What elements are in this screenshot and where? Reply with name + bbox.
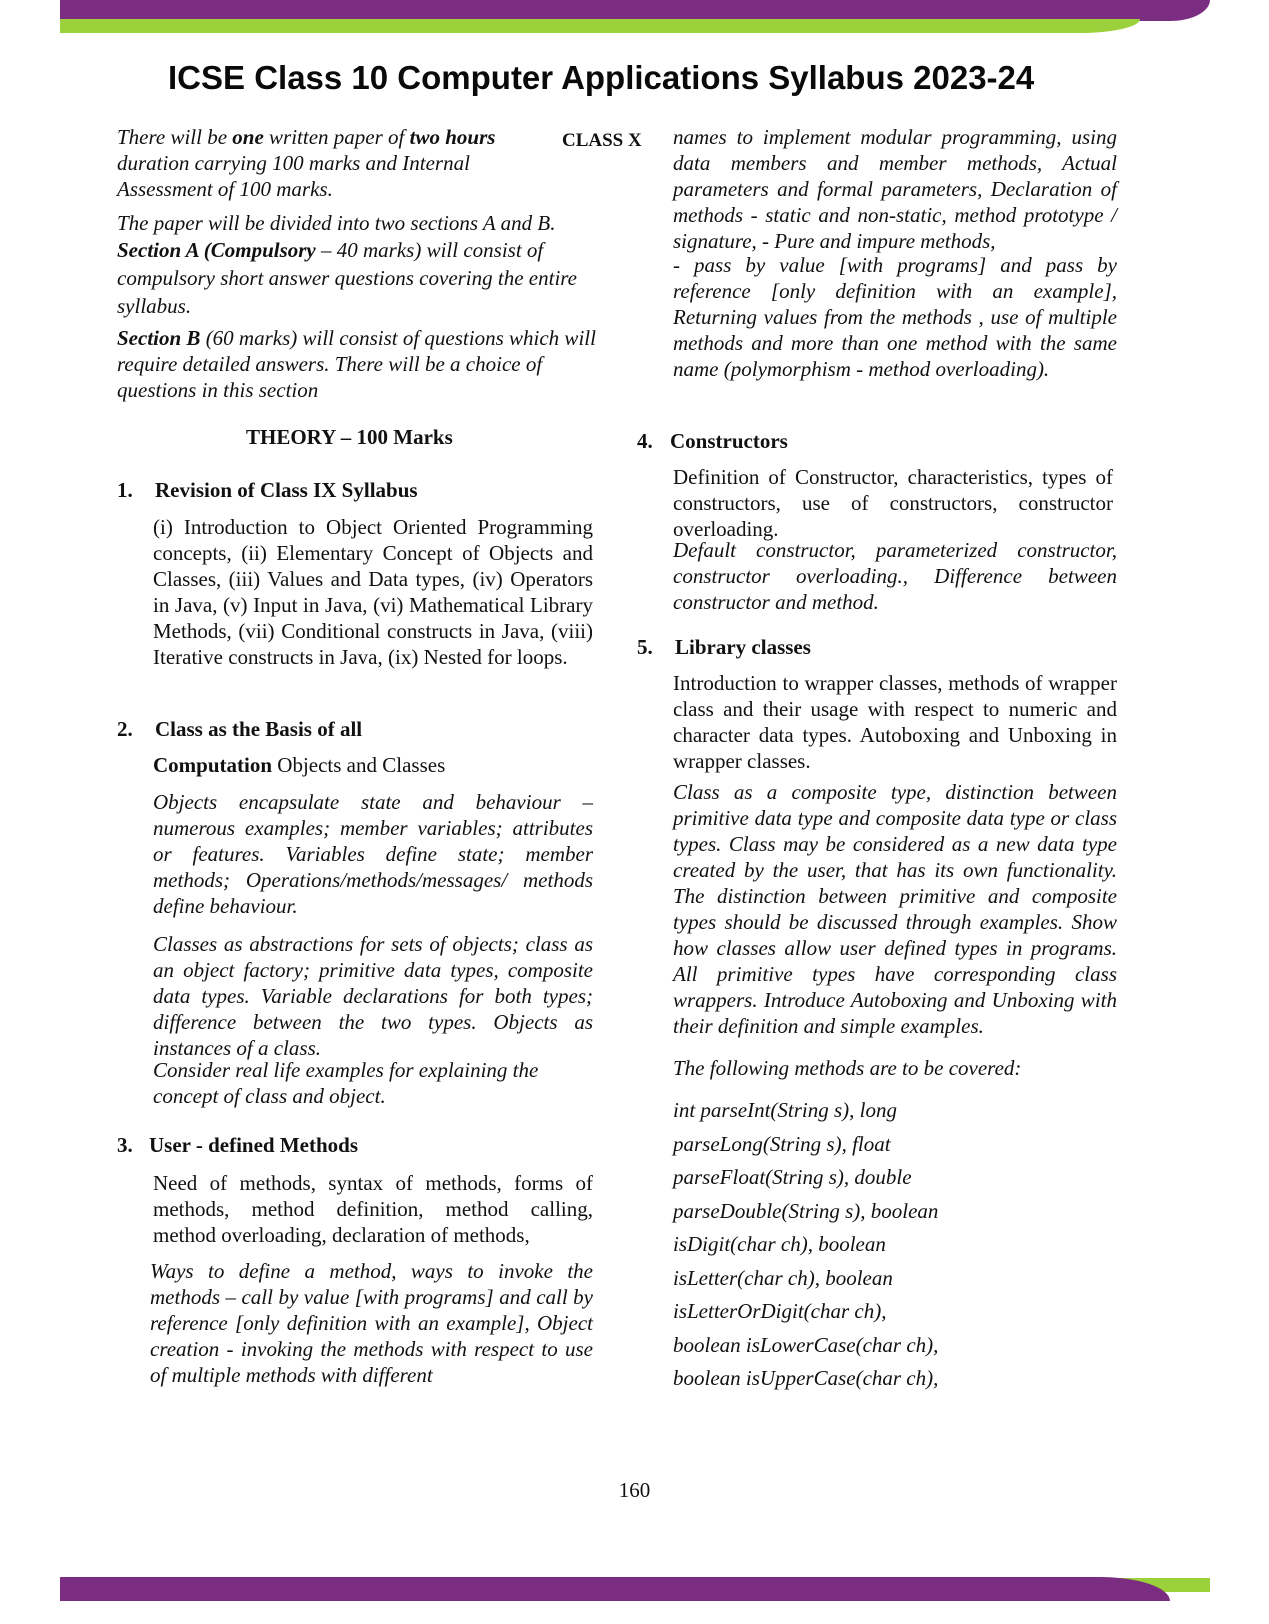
intro-paragraph-3: Section A (Compulsory – 40 marks) will consist of compulsory short answer questions covering the entire syllabus. (117, 238, 578, 318)
method-item: parseDouble(String s), boolean (673, 1198, 939, 1223)
section-2-subheading: Computation Objects and Classes (153, 753, 446, 777)
theory-heading: THEORY – 100 Marks (246, 425, 453, 449)
section-5-paragraph-2: The following methods are to be covered: (673, 1056, 1022, 1080)
method-item: isLetterOrDigit(char ch), (673, 1299, 887, 1323)
methods-list (673, 1094, 1117, 1396)
section-3-paragraph-1: Ways to define a method, ways to invoke the methods – call by value [with programs] and call by reference [only definition with an example], Object creation - invoking the methods with respect to use of multiple methods with different (150, 1259, 593, 1387)
section-2-heading: 2. Class as the Basis of all (117, 717, 363, 741)
section-2-paragraph-1: Objects encapsulate state and behaviour – numerous examples; member variables; attributes or features. Variables define state; member methods; Operations/methods/messages/ methods define behaviour. (153, 790, 593, 918)
method-item: boolean isLowerCase(char ch), (673, 1332, 939, 1357)
section-2-paragraph-3: Consider real life examples for explaining the concept of class and object. (153, 1058, 539, 1108)
section-3-body: Need of methods, syntax of methods, forms of methods, method definition, method calling, method overloading, declaration of methods, (153, 1171, 593, 1247)
page-number: 160 (618, 1478, 651, 1502)
top-green-band (60, 19, 1140, 33)
section-4-heading: 4. Constructors (637, 429, 788, 453)
section-5-heading: 5. Library classes (637, 635, 811, 659)
section-5-body: Introduction to wrapper classes, methods of wrapper class and their usage with respect to numeric and character data types. Autoboxing and Unboxing in wrapper classes. (673, 671, 1117, 773)
method-item: parseLong(String s), float (673, 1131, 891, 1156)
method-item: boolean isUpperCase(char ch), (673, 1366, 939, 1390)
intro-paragraph-4: Section B (60 marks) will consist of questions which will require detailed answers. There will be a choice of questions in this section (117, 326, 596, 402)
section-3-continuation-1: names to implement modular programming, using data members and member methods, Actual parameters and formal parameters, Declaration of methods - static and non-static, method prototype / signature, - Pure and impure methods, (673, 125, 1117, 253)
section-2-paragraph-2: Classes as abstractions for sets of objects; class as an object factory; primitive data types, composite data types. Variable declarations for both types; difference between the two types. Objects as instances of a class. (153, 932, 593, 1060)
section-4-paragraph-1: Default constructor, parameterized constructor, constructor overloading., Difference between constructor and method. (673, 538, 1117, 614)
intro-paragraph-1: There will be one written paper of two hours duration carrying 100 marks and Internal Assessment of 100 marks. (117, 125, 496, 201)
class-label: CLASS X (562, 130, 642, 151)
section-5-paragraph-1: Class as a composite type, distinction between primitive data type and composite data type or class types. Class may be considered as a new data type created by the user, that has its own functionality. The distinction between primitive and composite types should be discussed through examples. Show how classes allow user defined types in programs. All primitive types have corresponding class wrappers. Introduce Autoboxing and Unboxing with their definition and simple examples. (673, 780, 1117, 1038)
section-1-body: (i) Introduction to Object Oriented Programming concepts, (ii) Elementary Concept of Objects and Classes, (iii) Values and Data types, (iv) Operators in Java, (v) Input in Java, (vi) Mathematical Library Methods, (vii) Conditional constructs in Java, (viii) Iterative constructs in Java, (ix) Nested for loops. (153, 515, 593, 669)
method-item: isLetter(char ch), boolean (673, 1265, 893, 1290)
intro-paragraph-2: The paper will be divided into two sections A and B. (117, 211, 556, 235)
section-1-heading: 1. Revision of Class IX Syllabus (117, 478, 418, 502)
page-title: ICSE Class 10 Computer Applications Syllabus 2023-24 (168, 59, 1035, 96)
section-3-heading: 3. User - defined Methods (117, 1133, 359, 1157)
method-item: isDigit(char ch), boolean (673, 1232, 886, 1256)
top-purple-band (60, 0, 1210, 21)
bottom-purple-band (60, 1577, 1170, 1601)
method-item: int parseInt(String s), long (673, 1098, 897, 1122)
section-4-body: Definition of Constructor, characteristics, types of constructors, use of constructors, constructor overloading. (673, 465, 1113, 541)
method-item: parseFloat(String s), double (673, 1165, 912, 1189)
section-3-continuation-2: - pass by value [with programs] and pass by reference [only definition with an example], Returning values from the methods , use of multiple methods and more than one method with the same name (polymorphism - method overloading). (673, 253, 1117, 381)
